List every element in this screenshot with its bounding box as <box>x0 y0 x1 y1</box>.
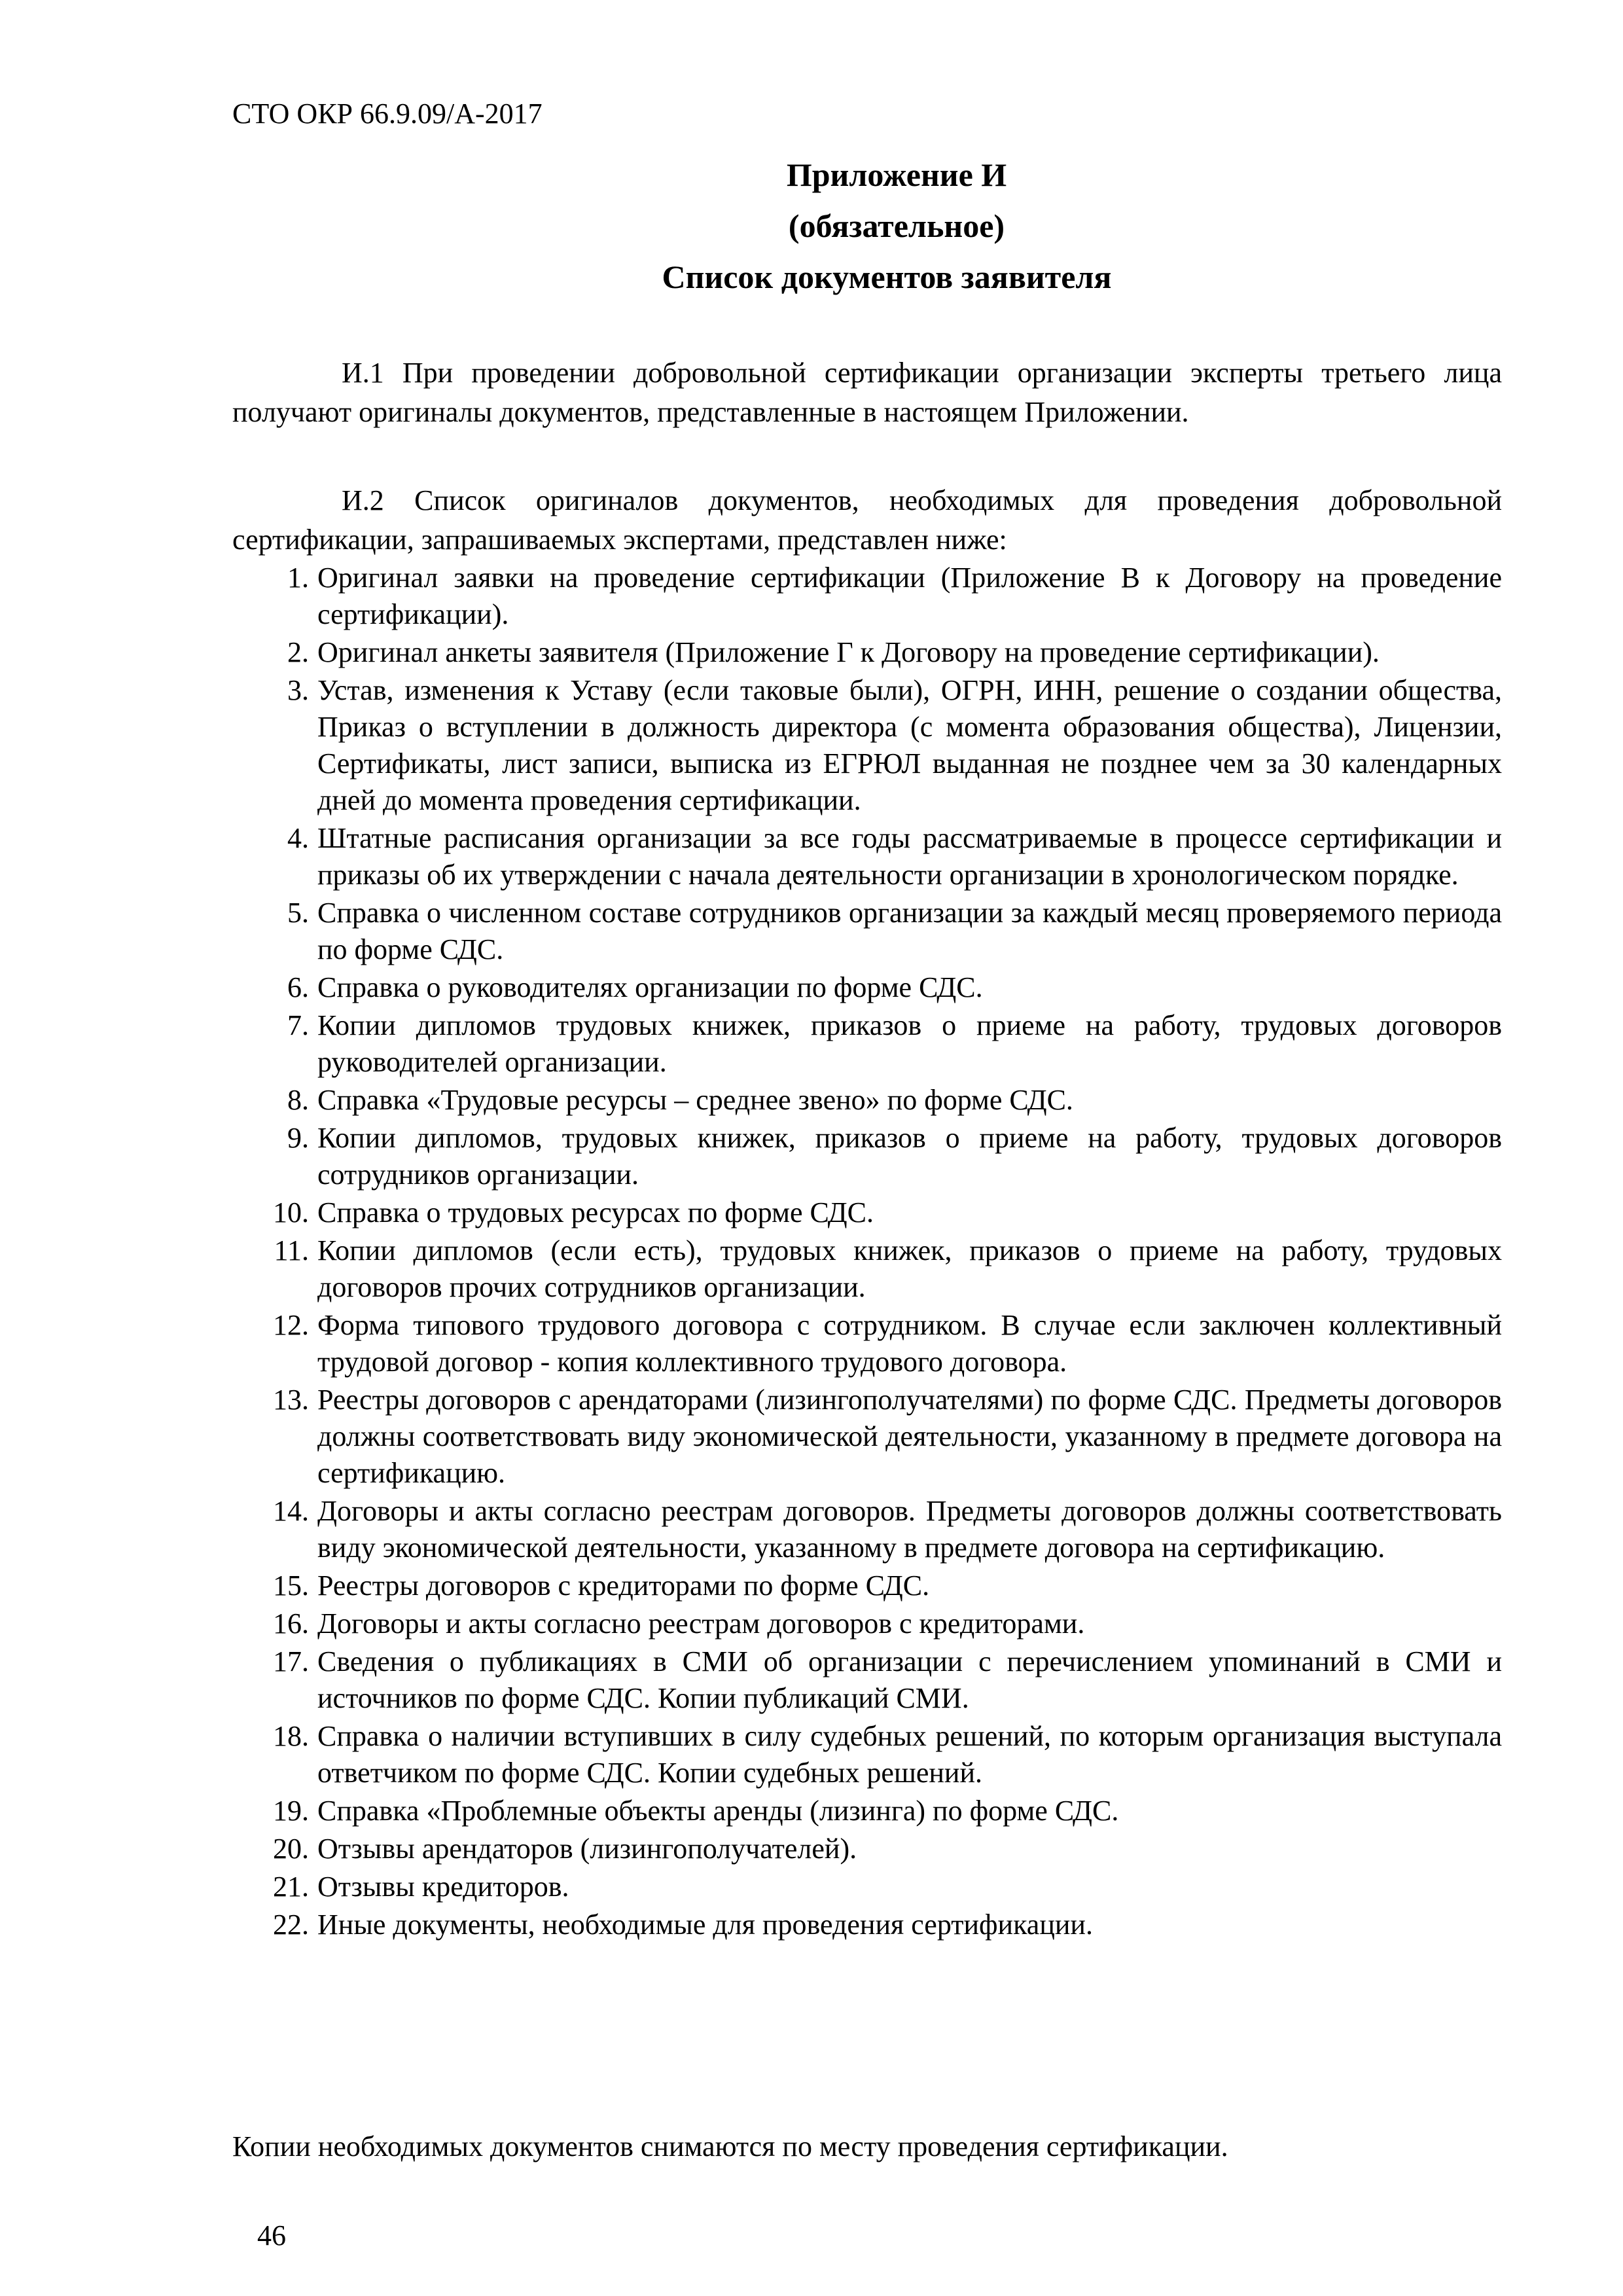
list-item-number: 5. <box>287 897 309 929</box>
list-item-number: 16. <box>273 1607 309 1640</box>
list-item-number: 14. <box>273 1495 309 1527</box>
documents-list <box>232 560 1502 1945</box>
list-item-text: Отзывы арендаторов (лизингополучателей). <box>317 1833 857 1865</box>
list-item-text: Справка «Проблемные объекты аренды (лизинга) по форме СДС. <box>317 1795 1119 1827</box>
list-item <box>232 1493 1502 1566</box>
list-item <box>232 1831 1502 1867</box>
list-item-text: Справка о численном составе сотрудников организации за каждый месяц проверяемого периода по форме СДС. <box>317 897 1502 965</box>
list-item-text: Реестры договоров с кредиторами по форме СДС. <box>317 1570 930 1602</box>
list-item <box>232 1082 1502 1119</box>
list-item <box>232 1793 1502 1829</box>
list-item-number: 20. <box>273 1833 309 1865</box>
list-item <box>232 1869 1502 1905</box>
list-item-text: Сведения о публикациях в СМИ об организации с перечислением упоминаний в СМИ и источников по форме СДС. Копии публикаций СМИ. <box>317 1645 1502 1714</box>
paragraph-2: И.2 Список оригиналов документов, необходимых для проведения добровольной сертификации, запрашиваемых экспертами, представлен ниже: <box>232 484 1502 556</box>
list-item-number: 3. <box>287 674 309 706</box>
list-item-text: Оригинал заявки на проведение сертификации (Приложение В к Договору на проведение сертификации). <box>317 562 1502 630</box>
appendix-title <box>232 149 1502 302</box>
list-item-text: Оригинал анкеты заявителя (Приложение Г к Договору на проведение сертификации). <box>317 636 1380 668</box>
list-item <box>232 1120 1502 1193</box>
list-item-text: Штатные расписания организации за все годы рассматриваемые в процессе сертификации и приказы об их утверждении с начала деятельности организации в хронологическом порядке. <box>317 822 1502 891</box>
list-item-number: 7. <box>287 1009 309 1041</box>
list-item-text: Копии дипломов (если есть), трудовых книжек, приказов о приеме на работу, трудовых договоров прочих сотрудников организации. <box>317 1234 1502 1303</box>
list-item <box>232 1907 1502 1943</box>
list-item-number: 2. <box>287 636 309 668</box>
list-item-number: 1. <box>287 562 309 594</box>
list-item <box>232 1194 1502 1231</box>
list-item-text: Иные документы, необходимые для проведения сертификации. <box>317 1909 1093 1941</box>
list-item-number: 19. <box>273 1795 309 1827</box>
list-item-text: Устав, изменения к Уставу (если таковые были), ОГРН, ИНН, решение о создании общества, Приказ о вступлении в должность директора (с момента образования общества), Лицензии, Сертификаты, лист записи, выписка из ЕГРЮЛ выданная не позднее чем за 30 календарных дней до момента проведения сертификации. <box>317 674 1502 816</box>
appendix-label: Приложение И <box>786 156 1007 193</box>
list-item-text: Справка о руководителях организации по форме СДС. <box>317 971 983 1003</box>
paragraph-1: И.1 При проведении добровольной сертификации организации эксперты третьего лица получают оригиналы документов, представленные в настоящем Приложении. <box>232 357 1502 428</box>
list-item <box>232 1007 1502 1081</box>
list-item-text: Справка о наличии вступивших в силу судебных решений, по которым организация выступала ответчиком по форме СДС. Копии судебных решений. <box>317 1720 1502 1789</box>
list-item-number: 9. <box>287 1122 309 1154</box>
list-item <box>232 820 1502 893</box>
list-item-text: Отзывы кредиторов. <box>317 1871 569 1903</box>
list-item-text: Копии дипломов трудовых книжек, приказов о приеме на работу, трудовых договоров руководителей организации. <box>317 1009 1502 1078</box>
list-item-number: 4. <box>287 822 309 854</box>
list-item <box>232 634 1502 671</box>
list-item-text: Реестры договоров с арендаторами (лизингополучателями) по форме СДС. Предметы договоров должны соответствовать виду экономической деятельности, указанному в предмете договора на сертификацию. <box>317 1384 1502 1489</box>
list-item <box>232 1643 1502 1717</box>
list-item <box>232 1568 1502 1604</box>
list-item-number: 11. <box>274 1234 309 1266</box>
list-item-number: 18. <box>273 1720 309 1752</box>
list-item <box>232 672 1502 819</box>
list-item-text: Договоры и акты согласно реестрам договоров с кредиторами. <box>317 1607 1085 1640</box>
list-item-number: 15. <box>273 1570 309 1602</box>
footer-note: Копии необходимых документов снимаются по месту проведения сертификации. <box>232 2130 1228 2162</box>
document-code: СТО ОКР 66.9.09/А-2017 <box>232 98 543 130</box>
list-item-number: 22. <box>273 1909 309 1941</box>
list-item <box>232 1307 1502 1380</box>
list-item <box>232 1382 1502 1492</box>
list-item <box>232 895 1502 968</box>
list-item-text: Копии дипломов, трудовых книжек, приказов о приеме на работу, трудовых договоров сотрудников организации. <box>317 1122 1502 1191</box>
page-number: 46 <box>257 2219 286 2251</box>
list-item-text: Форма типового трудового договора с сотрудником. В случае если заключен коллективный трудовой договор - копия коллективного трудового договора. <box>317 1309 1502 1378</box>
list-item-number: 12. <box>273 1309 309 1341</box>
list-item-text: Справка «Трудовые ресурсы – среднее звено» по форме СДС. <box>317 1084 1073 1116</box>
appendix-name: Список документов заявителя <box>662 259 1112 295</box>
appendix-status: (обязательное) <box>788 207 1005 244</box>
list-item-number: 6. <box>287 971 309 1003</box>
list-item-number: 21. <box>273 1871 309 1903</box>
list-item-number: 13. <box>273 1384 309 1416</box>
list-item-text: Справка о трудовых ресурсах по форме СДС. <box>317 1196 874 1229</box>
list-item-text: Договоры и акты согласно реестрам договоров. Предметы договоров должны соответствовать виду экономической деятельности, указанному в предмете договора на сертификацию. <box>317 1495 1502 1564</box>
list-item-number: 17. <box>273 1645 309 1677</box>
list-item <box>232 969 1502 1006</box>
list-item-number: 10. <box>273 1196 309 1229</box>
list-item-number: 8. <box>287 1084 309 1116</box>
list-item <box>232 560 1502 633</box>
list-item <box>232 1232 1502 1306</box>
list-item <box>232 1605 1502 1642</box>
list-item <box>232 1718 1502 1791</box>
